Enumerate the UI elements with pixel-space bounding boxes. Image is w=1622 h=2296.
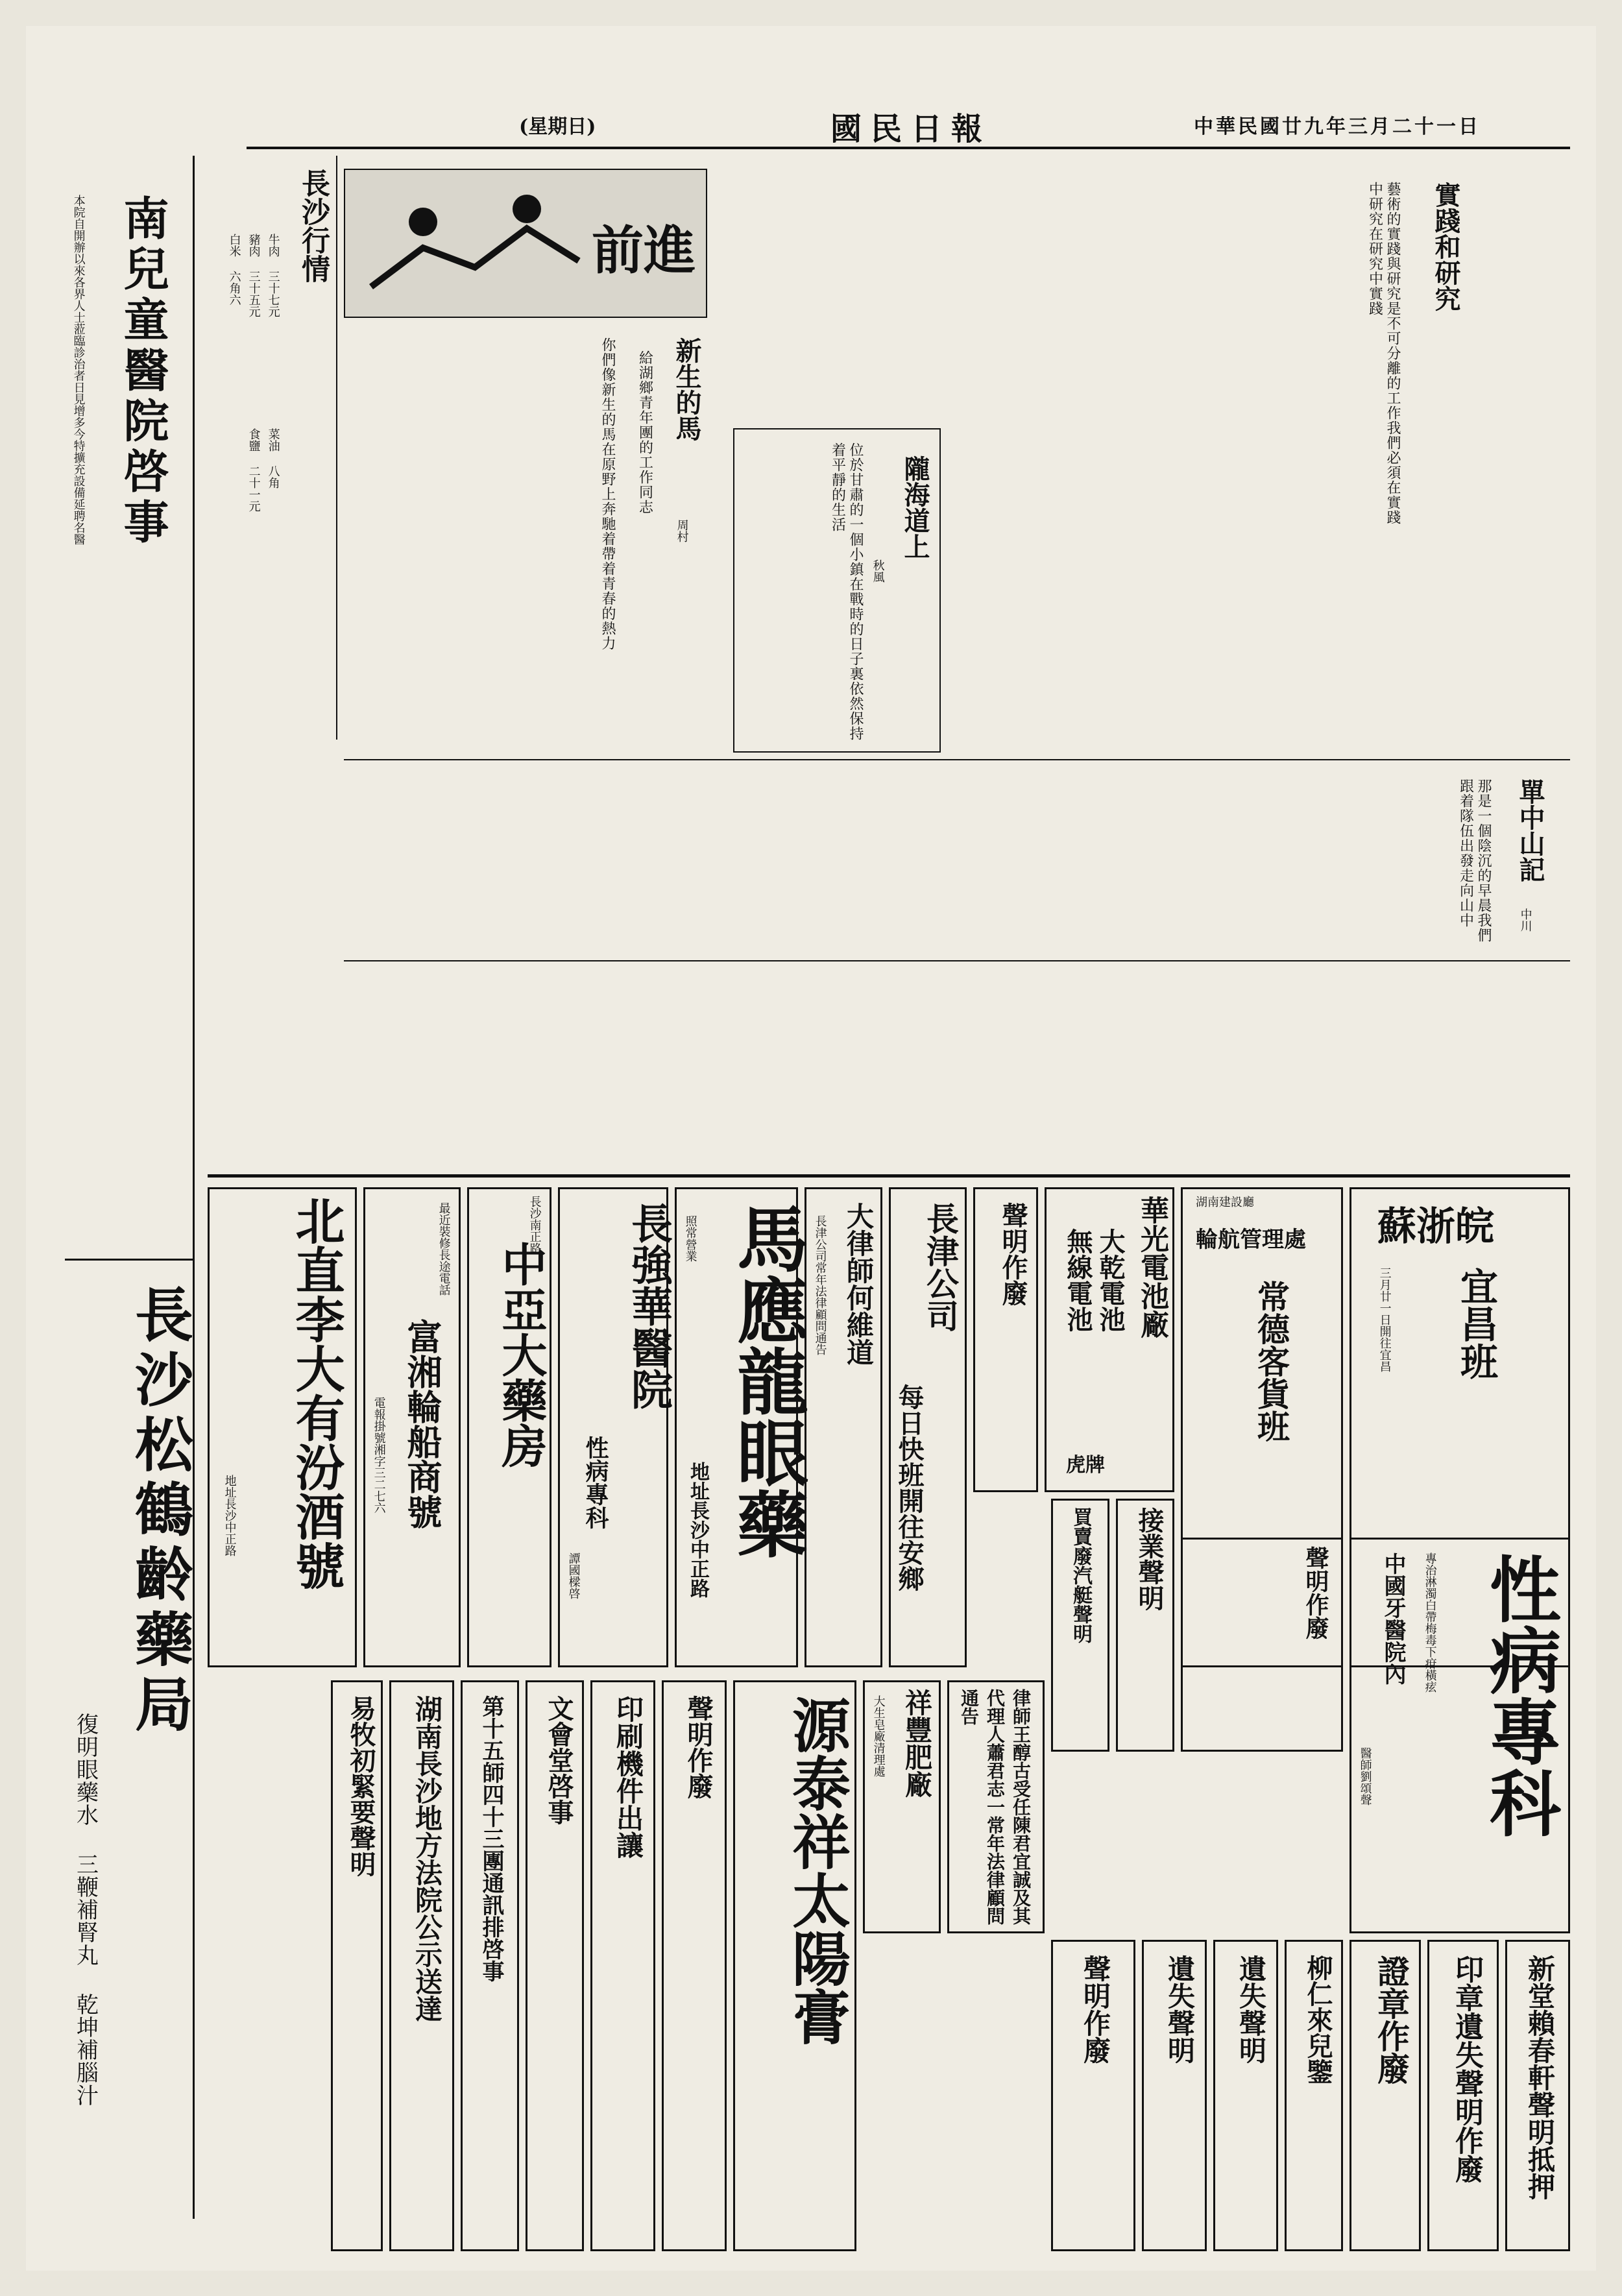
ad-brand: 虎牌 <box>1066 1454 1105 1477</box>
article-body: 藝術的實踐與研究是不可分離的工作我們必須在實踐中研究在研究中實踐 <box>1366 182 1401 525</box>
ad-line: 最近裝修長途電話 <box>437 1202 451 1296</box>
article-body: 那是一個陰沉的早晨我們跟着隊伍出發走向山中 <box>1457 779 1492 943</box>
ad-zhongya <box>467 1187 551 1667</box>
ad-note: 照常營業 <box>683 1215 697 1262</box>
ad-line: 長津公司常年法律顧問通告 <box>813 1215 827 1355</box>
ad-title: 大律師何維道 <box>843 1202 875 1366</box>
ad-zhengzhang <box>1350 1940 1421 2251</box>
market-row: 白米 六角六 <box>227 234 241 306</box>
ad-maimai <box>1051 1499 1109 1752</box>
article-author: 秋風 <box>871 559 885 583</box>
ad-doctor: 譚國樑啓 <box>566 1553 581 1599</box>
article-author: 周村 <box>675 519 689 542</box>
ad-notice <box>973 1187 1038 1492</box>
ad-title: 性病專科 <box>1478 1553 1562 1838</box>
ad-title: 買賣廢汽艇聲明 <box>1069 1507 1092 1643</box>
ad-sun <box>733 1680 856 2251</box>
ad-qianghua <box>558 1187 673 1667</box>
pharmacy-ad: 長沙松鶴齡藥局 <box>125 1285 193 1739</box>
ad-line: 無線電池 <box>1063 1228 1093 1332</box>
ad-title: 聲明作廢 <box>1080 1955 1111 2064</box>
ad-title: 中亞大藥房 <box>494 1241 548 1468</box>
ad-doctor: 醫師劉頌聲 <box>1358 1747 1372 1806</box>
ad-line: 每日快班開往安鄉 <box>894 1384 925 1591</box>
hospital-title: 南兒童醫院啓事 <box>116 195 170 549</box>
ad-title: 遺失聲明 <box>1235 1955 1267 2064</box>
ad-note: 地址長沙中正路 <box>223 1475 237 1556</box>
market-row: 菜油 八角 <box>266 428 280 489</box>
ad-title: 證章作廢 <box>1372 1955 1410 2085</box>
ad-title: 華光電池廠 <box>1135 1196 1168 1338</box>
ad-title: 蘇浙皖 <box>1377 1204 1494 1250</box>
ad-subtitle: 常德客貨班 <box>1252 1280 1290 1442</box>
ad-line: 大乾電池 <box>1095 1228 1126 1332</box>
article-subtitle: 給湖鄉青年團的工作同志 <box>636 350 653 514</box>
ad-title: 柳仁來兒鑒 <box>1303 1955 1333 2085</box>
ad-title: 第十五師四十三團通訊排啓事 <box>478 1695 504 1982</box>
ad-title: 印刷機件出讓 <box>612 1695 644 1859</box>
market-row: 豬肉 三十五元 <box>247 234 261 317</box>
ad-battery <box>1045 1187 1174 1492</box>
ad-title: 北直李大有汾酒號 <box>287 1196 345 1590</box>
ad-lost-2 <box>1213 1940 1278 2251</box>
article-box-longhai <box>733 428 941 753</box>
ad-address: 地址長沙中正路 <box>686 1462 709 1598</box>
article-title: 新生的馬 <box>672 337 702 441</box>
ad-fertilizer <box>863 1680 941 1933</box>
ad-title: 馬應龍眼藥 <box>725 1202 809 1559</box>
ad-seal <box>1427 1940 1499 2251</box>
ad-changjin <box>889 1187 967 1667</box>
ad-liyou <box>208 1187 357 1667</box>
ad-title: 湖南長沙地方法院公示送達 <box>411 1695 443 2022</box>
pharmacy-products: 復明眼藥水 三鞭補腎丸 乾坤補腦汁 <box>72 1713 99 2107</box>
ad-jieye <box>1116 1499 1174 1752</box>
ad-title: 長強華醫院 <box>624 1202 673 1410</box>
ad-address: 長沙南正路 <box>527 1196 542 1254</box>
ad-subtitle: 宜昌班 <box>1454 1267 1498 1380</box>
ad-notice-3 <box>662 1680 727 2251</box>
ad-clinic: 中國牙醫院內 <box>1380 1553 1406 1685</box>
ad-note: 三月廿一日開往宜昌 <box>1377 1267 1392 1372</box>
ad-title: 易牧初緊要聲明 <box>346 1695 376 1877</box>
ad-notice-4 <box>1051 1940 1135 2251</box>
market-row: 食鹽 二十一元 <box>247 428 261 512</box>
ad-xintang <box>1505 1940 1570 2251</box>
ad-lawyer-2 <box>947 1680 1045 1933</box>
illustration <box>344 169 707 318</box>
ad-title: 祥豐肥廠 <box>901 1689 933 1798</box>
article-band-top <box>208 156 1570 1168</box>
ad-eye <box>675 1187 809 1667</box>
ad-line: 性病專科 <box>582 1436 609 1529</box>
market-title: 長沙行情 <box>297 169 330 283</box>
ad-yibi <box>331 1680 383 2251</box>
ad-title: 文會堂啓事 <box>544 1695 574 1825</box>
article-body: 位於甘肅的一個小鎮在戰時的日子裏依然保持着平靜的生活 <box>829 442 864 741</box>
ad-title: 聲明作廢 <box>683 1695 714 1799</box>
article-body: 你們像新生的馬在原野上奔馳着帶着青春的熱力 <box>599 337 616 651</box>
ad-tuan <box>461 1680 519 2251</box>
ad-line: 專治淋濁白帶梅毒下疳橫痃 <box>1423 1553 1437 1693</box>
ad-fuxiang <box>363 1187 461 1667</box>
newspaper-page <box>26 26 1596 2271</box>
weekday: (星期日) <box>519 115 596 138</box>
ad-title: 律師王醇古受任陳君宜誠及其代理人蕭君志一常年法律顧問通告 <box>958 1689 1032 1925</box>
illustration-title: 前進 <box>592 220 696 281</box>
ad-venereal <box>1350 1538 1570 1933</box>
ad-lost <box>1142 1940 1207 2251</box>
market-row: 牛肉 三十七元 <box>266 234 280 317</box>
left-column <box>65 156 195 2219</box>
ad-print <box>590 1680 655 2251</box>
ad-title: 接業聲明 <box>1134 1507 1165 1611</box>
ad-wenhui <box>526 1680 584 2251</box>
hospital-notice: 本院自開辦以來各界人士蒞臨診治者日見增多今特擴充設備延聘名醫 <box>71 195 86 545</box>
ad-phone: 電報掛號湘字三二七六 <box>372 1397 386 1514</box>
article-title: 單中山記 <box>1515 779 1545 882</box>
date-line: 中華民國廿九年三月二十一日 <box>1194 115 1481 138</box>
market-box <box>208 156 337 740</box>
ad-title: 遺失聲明 <box>1164 1955 1196 2064</box>
ad-title: 印章遺失聲明作廢 <box>1450 1955 1483 2183</box>
article-title: 隴海道上 <box>900 455 930 559</box>
article-author: 中川 <box>1518 908 1532 932</box>
ad-title: 輪航管理處 <box>1196 1227 1306 1253</box>
article-title: 實踐和研究 <box>1431 182 1461 311</box>
ad-title: 聲明作廢 <box>998 1202 1028 1306</box>
ad-title: 富湘輪船商號 <box>402 1319 443 1529</box>
ad-line: 大生皂廠清理處 <box>871 1695 886 1777</box>
ad-title: 新堂賴春軒聲明抵押 <box>1524 1955 1556 2200</box>
ad-liu <box>1285 1940 1343 2251</box>
masthead <box>247 104 1570 149</box>
ad-header: 湖南建設廳 <box>1196 1196 1254 1209</box>
ad-title: 聲明作廢 <box>1302 1546 1329 1639</box>
ad-notice-2 <box>1181 1538 1343 1752</box>
paper-name: 國民日報 <box>830 111 992 147</box>
ad-title: 源泰祥太陽膏 <box>782 1695 851 2046</box>
ad-title: 長津公司 <box>921 1202 960 1332</box>
ad-court <box>389 1680 454 2251</box>
